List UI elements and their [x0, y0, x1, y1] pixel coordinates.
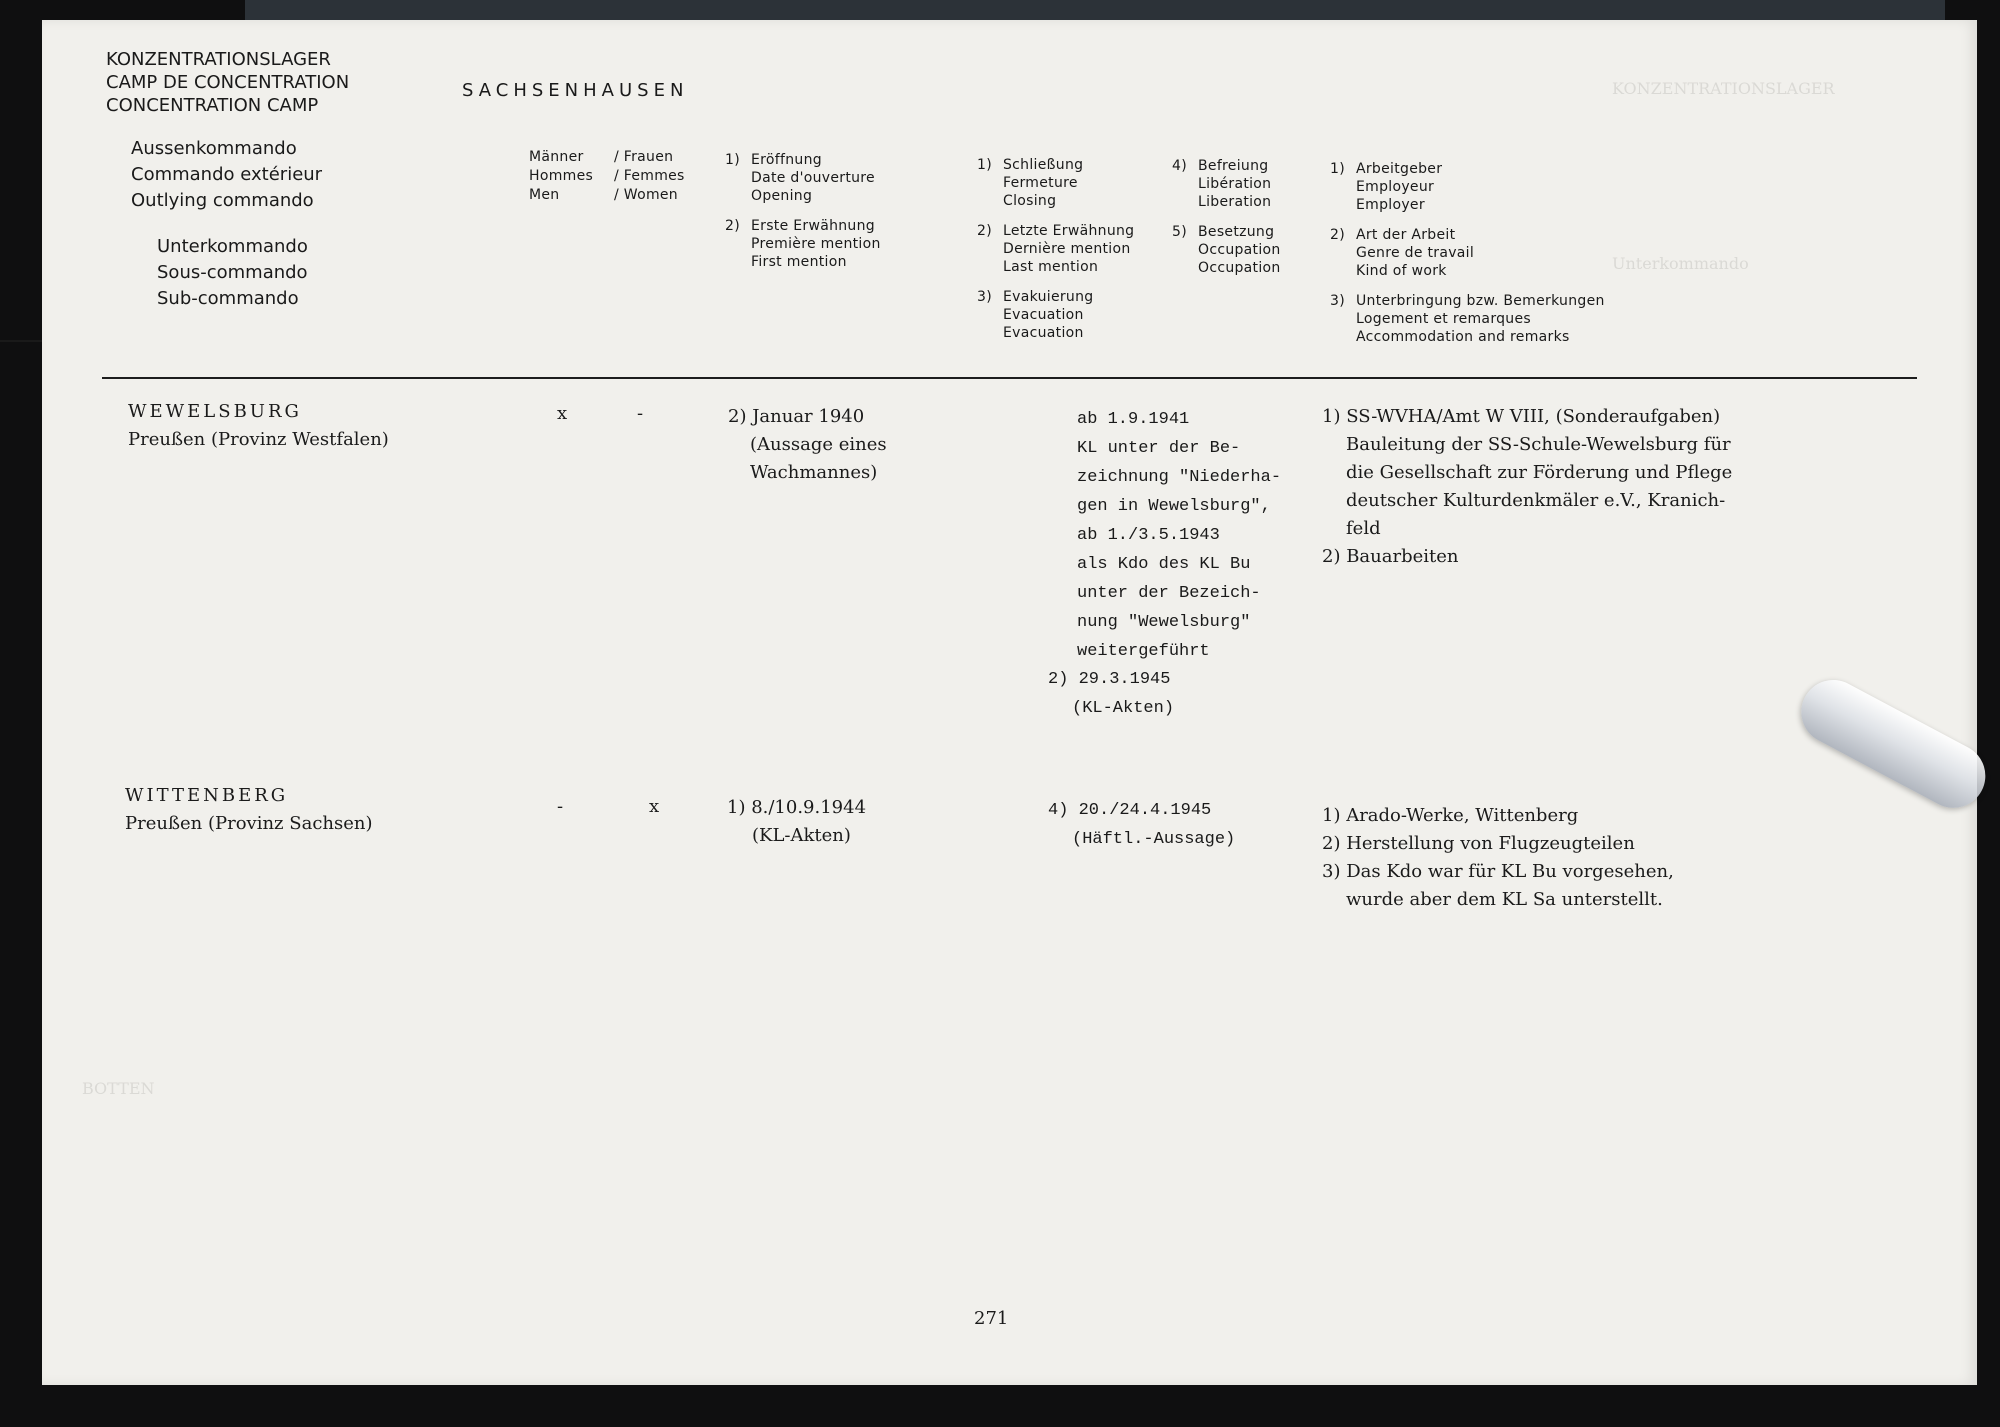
opening-line: 2) Januar 1940 — [728, 406, 865, 427]
last-mention-en: Last mention — [1003, 259, 1099, 275]
closing-en: Closing — [1003, 193, 1057, 209]
closing-line: ab 1./3.5.1943 — [1077, 526, 1220, 545]
first-mention-fr: Première mention — [751, 236, 881, 252]
remarks-line: 1) Arado-Werke, Wittenberg — [1322, 805, 1579, 826]
closing-line: ab 1.9.1941 — [1077, 410, 1190, 429]
last-mention-de: Letzte Erwähnung — [1003, 223, 1135, 239]
bleed-through-text: Unterkommando — [1612, 254, 1749, 273]
wewelsburg-evacuation — [1048, 665, 1174, 723]
closing-num-3: 3) — [977, 289, 992, 305]
occupation-en: Occupation — [1198, 260, 1281, 276]
first-mention-en: First mention — [751, 254, 847, 270]
evacuation-de: Evakuierung — [1003, 289, 1094, 305]
closing-line: (Häftl.-Aussage) — [1072, 830, 1236, 849]
gender-men-en: Men — [529, 187, 560, 203]
work-num-1: 1) — [1330, 161, 1345, 177]
remarks-line: 2) Herstellung von Flugzeugteilen — [1322, 833, 1635, 854]
bleed-through-text: BOTTEN — [82, 1079, 155, 1098]
closing-fr: Fermeture — [1003, 175, 1078, 191]
remarks-line: wurde aber dem KL Sa unterstellt. — [1346, 889, 1663, 910]
closing-line: gen in Wewelsburg", — [1077, 497, 1271, 516]
gender-men-de: Männer — [529, 149, 584, 165]
gender-women-de: / Frauen — [614, 149, 674, 165]
sub-de: Unterkommando — [157, 236, 308, 257]
entry-name: WEWELSBURG — [128, 401, 302, 422]
camp-type-fr: CAMP DE CONCENTRATION — [106, 72, 350, 93]
wewelsburg-remarks — [1322, 403, 1732, 571]
remarks-line: deutscher Kulturdenkmäler e.V., Kranich- — [1346, 490, 1726, 511]
entry-name: WITTENBERG — [125, 785, 289, 806]
remarks-line: die Gesellschaft zur Förderung und Pflege — [1346, 462, 1733, 483]
entry-region: Preußen (Provinz Westfalen) — [128, 429, 389, 450]
liberation-num-4: 4) — [1172, 158, 1187, 174]
camp-type-de: KONZENTRATIONSLAGER — [106, 49, 331, 70]
closing-num-2: 2) — [977, 223, 992, 239]
document-page — [42, 20, 1977, 1385]
remarks-line: 2) Bauarbeiten — [1322, 546, 1459, 567]
closing-line: KL unter der Be- — [1077, 439, 1241, 458]
first-mention-de: Erste Erwähnung — [751, 218, 875, 234]
opening-line: Wachmannes) — [750, 462, 878, 483]
opening-line: (Aussage eines — [750, 434, 887, 455]
work-num-2: 2) — [1330, 227, 1345, 243]
closing-line: als Kdo des KL Bu — [1077, 555, 1251, 574]
gender-women-fr: / Femmes — [614, 168, 685, 184]
gender-women-en: / Women — [614, 187, 678, 203]
closing-de: Schließung — [1003, 157, 1084, 173]
gender-column-header — [529, 148, 685, 205]
entry-region: Preußen (Provinz Sachsen) — [125, 813, 373, 834]
work-column-header — [1330, 160, 1605, 346]
wittenberg-men-mark: - — [557, 796, 564, 817]
remarks-line: 3) Das Kdo war für KL Bu vorgesehen, — [1322, 861, 1674, 882]
work-num-3: 3) — [1330, 293, 1345, 309]
wittenberg-closing — [1048, 796, 1235, 854]
wewelsburg-women-mark: - — [637, 403, 644, 424]
outlying-commando-label — [131, 136, 322, 214]
employer-de: Arbeitgeber — [1356, 161, 1443, 177]
closing-line: unter der Bezeich- — [1077, 584, 1261, 603]
last-mention-fr: Dernière mention — [1003, 241, 1131, 257]
wewelsburg-opening — [728, 403, 887, 487]
opening-de: Eröffnung — [751, 152, 822, 168]
sub-en: Sub-commando — [157, 288, 299, 309]
liberation-num-5: 5) — [1172, 224, 1187, 240]
opening-column-header — [725, 151, 881, 271]
closing-line: 4) 20./24.4.1945 — [1048, 801, 1212, 820]
closing-column-header — [977, 156, 1134, 342]
opening-num-2: 2) — [725, 218, 740, 234]
opening-en: Opening — [751, 188, 813, 204]
remarks-line: 1) SS-WVHA/Amt W VIII, (Sonderaufgaben) — [1322, 406, 1721, 427]
remarks-fr: Logement et remarques — [1356, 311, 1531, 327]
wewelsburg-men-mark: x — [557, 403, 568, 424]
wewelsburg-closing — [1077, 405, 1281, 666]
wittenberg-remarks — [1322, 802, 1674, 914]
outlying-fr: Commando extérieur — [131, 164, 323, 185]
page-number: 271 — [974, 1308, 1009, 1329]
kind-of-work-de: Art der Arbeit — [1356, 227, 1456, 243]
book-top-edge — [245, 0, 1945, 22]
outlying-de: Aussenkommando — [131, 138, 297, 159]
remarks-line: Bauleitung der SS-Schule-Wewelsburg für — [1346, 434, 1731, 455]
liberation-column-header — [1172, 157, 1281, 277]
bleed-through-text: KONZENTRATIONSLAGER — [1612, 79, 1835, 98]
occupation-de: Besetzung — [1198, 224, 1275, 240]
kind-of-work-en: Kind of work — [1356, 263, 1447, 279]
closing-line: weitergeführt — [1077, 642, 1210, 661]
gender-men-fr: Hommes — [529, 168, 594, 184]
employer-fr: Employeur — [1356, 179, 1435, 195]
liberation-en: Liberation — [1198, 194, 1272, 210]
opening-fr: Date d'ouverture — [751, 170, 875, 186]
entry-wittenberg-place — [125, 782, 373, 838]
wittenberg-women-mark: x — [649, 796, 660, 817]
liberation-fr: Libération — [1198, 176, 1272, 192]
remarks-de: Unterbringung bzw. Bemerkungen — [1356, 293, 1605, 309]
kind-of-work-fr: Genre de travail — [1356, 245, 1475, 261]
employer-en: Employer — [1356, 197, 1425, 213]
evacuation-en: Evacuation — [1003, 325, 1084, 341]
evacuation-fr: Evacuation — [1003, 307, 1084, 323]
entry-wewelsburg-place — [128, 398, 389, 454]
liberation-de: Befreiung — [1198, 158, 1269, 174]
wittenberg-opening — [727, 794, 866, 850]
occupation-fr: Occupation — [1198, 242, 1281, 258]
sub-fr: Sous-commando — [157, 262, 308, 283]
closing-line: (KL-Akten) — [1072, 699, 1175, 718]
opening-num-1: 1) — [725, 152, 740, 168]
closing-num-1: 1) — [977, 157, 992, 173]
camp-type-en: CONCENTRATION CAMP — [106, 95, 319, 116]
opening-line: (KL-Akten) — [752, 825, 851, 846]
sub-commando-label — [157, 234, 308, 312]
camp-name: SACHSENHAUSEN — [462, 80, 689, 101]
header-divider — [102, 377, 1917, 379]
remarks-en: Accommodation and remarks — [1356, 329, 1570, 345]
closing-line: zeichnung "Niederha- — [1077, 468, 1282, 487]
remarks-line: feld — [1346, 518, 1381, 539]
margin-tick-mark — [0, 340, 42, 342]
closing-line: 2) 29.3.1945 — [1048, 670, 1171, 689]
camp-type-heading — [106, 48, 349, 117]
outlying-en: Outlying commando — [131, 190, 314, 211]
opening-line: 1) 8./10.9.1944 — [727, 797, 867, 818]
closing-line: nung "Wewelsburg" — [1077, 613, 1251, 632]
